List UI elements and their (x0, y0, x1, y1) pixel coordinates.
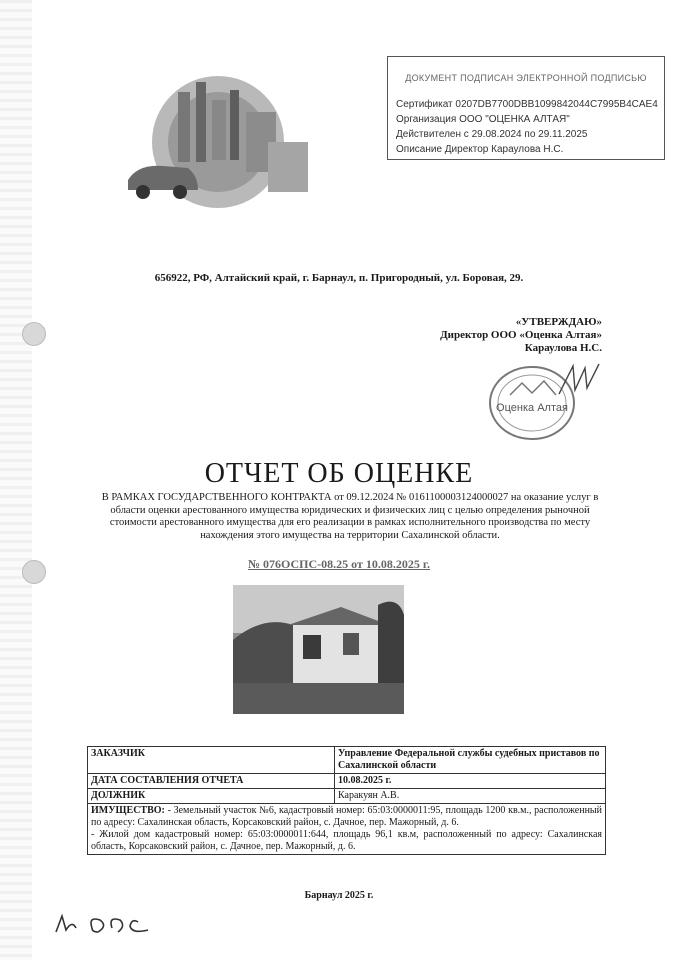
debtor-label: ДОЛЖНИК (88, 789, 335, 804)
stamp-description: Описание Директор Караулова Н.С. (396, 144, 564, 155)
property-house: - Жилой дом кадастровый номер: 65:03:0000011:644, площадь 96,1 кв.м, расположенный по адресу: Сахалинская область, Корсаковский район, с. Дачное, пер. Мажорный, д. 6. (91, 829, 602, 852)
report-info-table (87, 746, 606, 855)
report-title: ОТЧЕТ ОБ ОЦЕНКЕ (204, 458, 474, 489)
customer-label: ЗАКАЗЧИК (88, 747, 335, 774)
table-row (88, 804, 606, 855)
table-row (88, 747, 606, 774)
report-number: № 076ОСПС-08.25 от 10.08.2025 г. (247, 557, 431, 571)
approval-name: Караулова Н.С. (524, 342, 602, 354)
punch-hole (22, 322, 46, 346)
company-address: 656922, РФ, Алтайский край, г. Барнаул, п. Пригородный, ул. Боровая, 29. (154, 272, 524, 284)
customer-value: Управление Федеральной службы судебных приставов по Сахалинской области (335, 747, 606, 774)
stamp-organization: Организация ООО "ОЦЕНКА АЛТАЯ" (396, 114, 570, 125)
svg-text:Оценка Алтая: Оценка Алтая (496, 402, 568, 414)
e-signature-stamp (387, 56, 665, 160)
director-signature (555, 360, 605, 400)
date-label: ДАТА СОСТАВЛЕНИЯ ОТЧЕТА (88, 774, 335, 789)
property-photo (233, 585, 404, 714)
stamp-header: ДОКУМЕНТ ПОДПИСАН ЭЛЕКТРОННОЙ ПОДПИСЬЮ (405, 73, 647, 83)
report-subtitle: В РАМКАХ ГОСУДАРСТВЕННОГО КОНТРАКТА от 09.12.2024 № 0161100003124000027 на оказание услуг в области оценки арестованного имущества юридических и физических лиц с целью определения рыночной стоимости арестованного имущества для его реализации в рамках исполнительного производства по месту нахождения этого имущества на территории Сахалинской области. (101, 492, 599, 541)
table-row (88, 789, 606, 804)
date-value: 10.08.2025 г. (335, 774, 606, 789)
approval-block (440, 316, 602, 355)
approval-heading: «УТВЕРЖДАЮ» (515, 316, 602, 328)
handwritten-initials (52, 908, 172, 938)
property-land: - Земельный участок №6, кадастровый номер: 65:03:0000011:95, площадь 1200 кв.м., расположенный по адресу: Сахалинская область, Корсаковский район, с. Дачное, пер. Мажорный, д. 6. (91, 805, 602, 828)
city-year: Барнаул 2025 г. (304, 890, 374, 901)
stamp-validity: Действителен с 29.08.2024 по 29.11.2025 (396, 129, 588, 140)
property-label: ИМУЩЕСТВО: (91, 805, 165, 816)
property-cell (88, 804, 606, 855)
table-row (88, 774, 606, 789)
stamp-certificate: Сертификат 0207DB7700DBB1099842044C7995B4CAE4 (396, 99, 658, 110)
debtor-value: Каракуян А.В. (335, 789, 606, 804)
company-logo-image (118, 72, 318, 222)
approval-position: Директор ООО «Оценка Алтая» (440, 329, 602, 341)
